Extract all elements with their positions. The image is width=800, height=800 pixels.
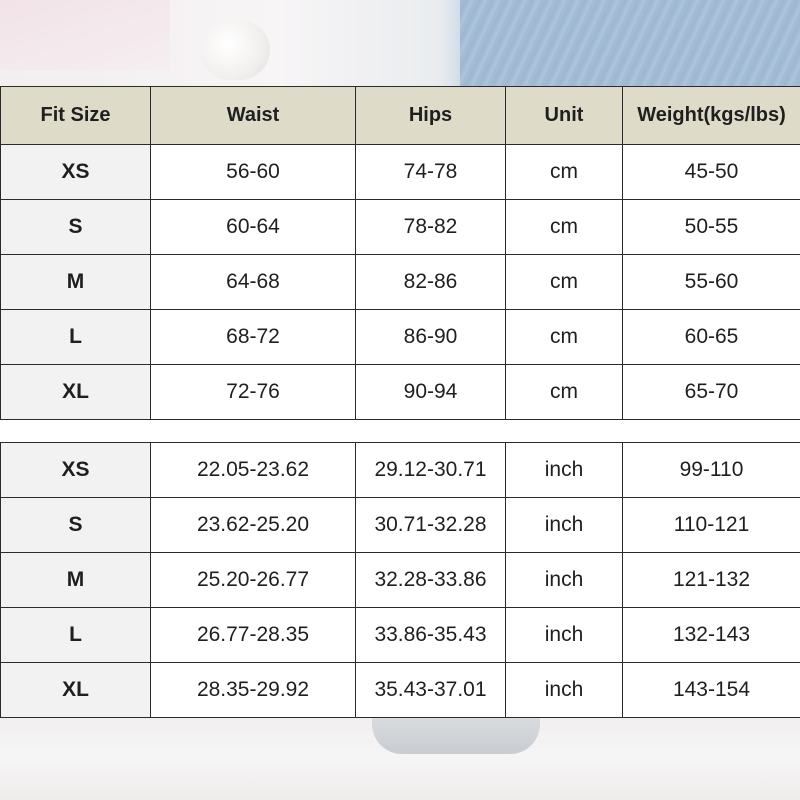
header-unit: Unit xyxy=(506,87,623,145)
waist-cell: 28.35-29.92 xyxy=(151,663,356,718)
waist-cell: 64-68 xyxy=(151,255,356,310)
size-cell: L xyxy=(1,310,151,365)
size-cell: XL xyxy=(1,663,151,718)
unit-cell: inch xyxy=(506,498,623,553)
table-row xyxy=(1,200,800,255)
background-garment xyxy=(372,718,540,754)
size-chart xyxy=(0,86,800,718)
size-cell: M xyxy=(1,255,151,310)
background-denim xyxy=(460,0,800,86)
weight-cell: 65-70 xyxy=(623,365,800,420)
table-row xyxy=(1,145,800,200)
weight-cell: 132-143 xyxy=(623,608,800,663)
hips-cell: 90-94 xyxy=(356,365,506,420)
table-row xyxy=(1,310,800,365)
waist-cell: 23.62-25.20 xyxy=(151,498,356,553)
unit-cell: cm xyxy=(506,255,623,310)
size-cell: S xyxy=(1,200,151,255)
hips-cell: 35.43-37.01 xyxy=(356,663,506,718)
table-row xyxy=(1,498,800,553)
size-table-cm xyxy=(0,86,800,420)
hips-cell: 82-86 xyxy=(356,255,506,310)
table-row xyxy=(1,443,800,498)
size-cell: S xyxy=(1,498,151,553)
size-cell: L xyxy=(1,608,151,663)
weight-cell: 45-50 xyxy=(623,145,800,200)
weight-cell: 55-60 xyxy=(623,255,800,310)
hips-cell: 86-90 xyxy=(356,310,506,365)
hips-cell: 78-82 xyxy=(356,200,506,255)
unit-cell: inch xyxy=(506,443,623,498)
table-row xyxy=(1,365,800,420)
weight-cell: 121-132 xyxy=(623,553,800,608)
hips-cell: 32.28-33.86 xyxy=(356,553,506,608)
background-candle xyxy=(200,20,270,80)
weight-cell: 99-110 xyxy=(623,443,800,498)
hips-cell: 33.86-35.43 xyxy=(356,608,506,663)
unit-cell: inch xyxy=(506,608,623,663)
unit-cell: cm xyxy=(506,200,623,255)
unit-cell: cm xyxy=(506,145,623,200)
weight-cell: 143-154 xyxy=(623,663,800,718)
size-table-inch xyxy=(0,442,800,718)
weight-cell: 110-121 xyxy=(623,498,800,553)
table-row xyxy=(1,553,800,608)
waist-cell: 56-60 xyxy=(151,145,356,200)
waist-cell: 25.20-26.77 xyxy=(151,553,356,608)
hips-cell: 29.12-30.71 xyxy=(356,443,506,498)
weight-cell: 50-55 xyxy=(623,200,800,255)
waist-cell: 60-64 xyxy=(151,200,356,255)
waist-cell: 72-76 xyxy=(151,365,356,420)
header-waist: Waist xyxy=(151,87,356,145)
unit-cell: inch xyxy=(506,553,623,608)
waist-cell: 26.77-28.35 xyxy=(151,608,356,663)
unit-cell: cm xyxy=(506,365,623,420)
size-cell: XS xyxy=(1,443,151,498)
header-fit-size: Fit Size xyxy=(1,87,151,145)
table-row xyxy=(1,255,800,310)
header-hips: Hips xyxy=(356,87,506,145)
table-spacer xyxy=(0,420,800,442)
weight-cell: 60-65 xyxy=(623,310,800,365)
hips-cell: 30.71-32.28 xyxy=(356,498,506,553)
table-row xyxy=(1,663,800,718)
waist-cell: 22.05-23.62 xyxy=(151,443,356,498)
hips-cell: 74-78 xyxy=(356,145,506,200)
size-cell: M xyxy=(1,553,151,608)
background-pink-card xyxy=(0,0,170,70)
header-row xyxy=(1,87,800,145)
unit-cell: cm xyxy=(506,310,623,365)
size-cell: XL xyxy=(1,365,151,420)
waist-cell: 68-72 xyxy=(151,310,356,365)
table-row xyxy=(1,608,800,663)
header-weight: Weight(kgs/lbs) xyxy=(623,87,800,145)
size-cell: XS xyxy=(1,145,151,200)
unit-cell: inch xyxy=(506,663,623,718)
